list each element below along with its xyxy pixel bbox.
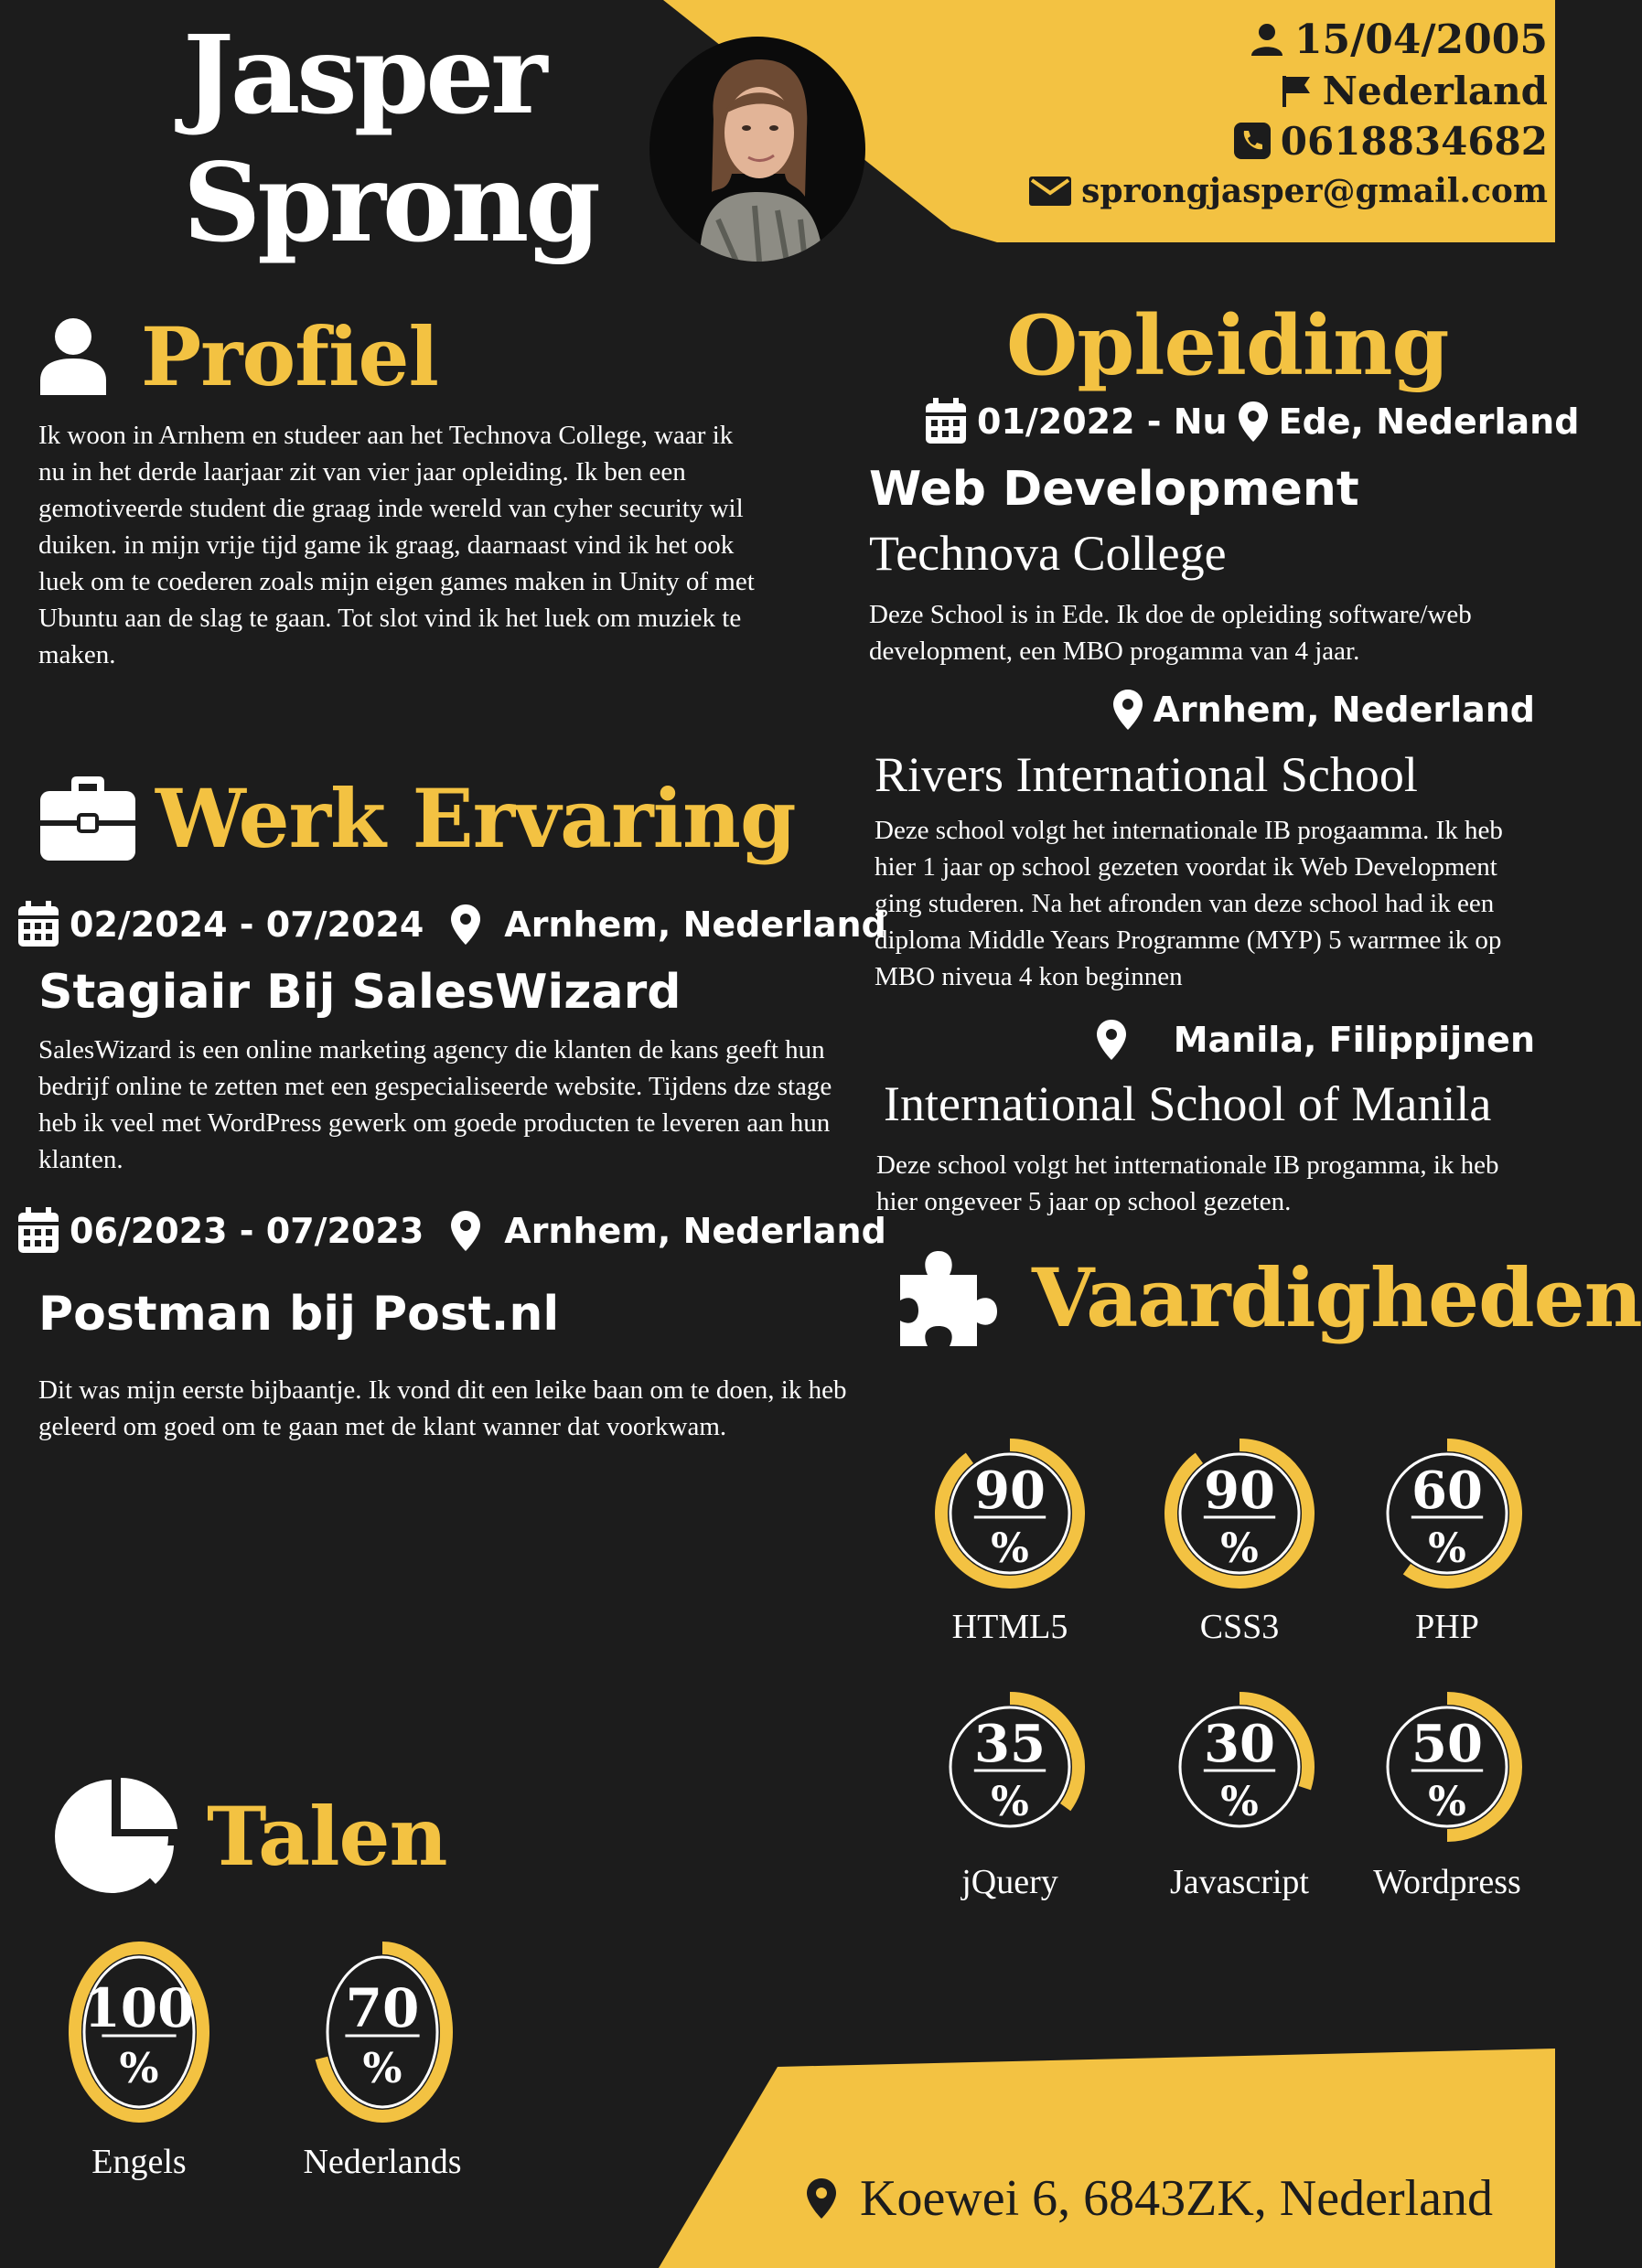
skill-label-3: PHP <box>1415 1608 1479 1646</box>
location-icon <box>449 1209 482 1253</box>
phone-icon <box>1233 122 1272 160</box>
skill-ring-5 <box>1160 1687 1319 1846</box>
skill-ring-value: 60 <box>1411 1460 1483 1521</box>
job-2-role: Postman bij Post.nl <box>38 1287 560 1342</box>
job-1-location: Arnhem, Nederland <box>504 904 886 945</box>
education-title: Opleiding <box>1006 297 1449 394</box>
birthdate-text: 15/04/2005 <box>1293 16 1548 63</box>
skill-label-1: HTML5 <box>951 1608 1068 1646</box>
job-2-meta <box>16 1207 886 1255</box>
language-ring-percent: % <box>119 2044 159 2093</box>
edu-1-description: Deze School is in Ede. Ik doe de opleiding software/web development, een MBO progamma van 4 jaar. <box>869 600 1472 666</box>
skill-ring-value: 50 <box>1411 1714 1483 1774</box>
languages-title: Talen <box>207 1789 447 1884</box>
calendar-icon <box>16 1207 60 1255</box>
location-icon <box>1095 1018 1128 1062</box>
skill-ring-percent: % <box>991 1779 1029 1826</box>
name-block <box>183 11 597 267</box>
nationality-row <box>1028 66 1548 115</box>
calendar-icon <box>924 398 968 445</box>
location-icon <box>1111 688 1144 732</box>
languages-heading-row <box>55 1776 446 1897</box>
location-icon <box>449 903 482 947</box>
skill-ring-2 <box>1160 1434 1319 1593</box>
skill-ring-3 <box>1368 1434 1527 1593</box>
skill-ring-percent: % <box>991 1525 1029 1573</box>
birthdate-row <box>1028 13 1548 66</box>
skill-ring-value: 90 <box>1204 1460 1275 1521</box>
edu-3-school: International School of Manila <box>884 1076 1492 1131</box>
edu-1-meta <box>924 398 1579 445</box>
skill-ring-percent: % <box>1428 1779 1466 1826</box>
skill-ring-1 <box>930 1434 1089 1593</box>
skills-heading-row <box>895 1246 1642 1350</box>
language-ring-value: 70 <box>345 1977 420 2039</box>
calendar-icon <box>16 901 60 948</box>
phone-row <box>1028 115 1548 166</box>
skill-ring-value: 90 <box>974 1460 1046 1521</box>
user-icon <box>38 316 108 397</box>
job-1-meta <box>16 901 886 948</box>
job-2-dates: 06/2023 - 07/2023 <box>70 1211 424 1251</box>
edu-3-description: Deze school volgt het intternationale IB progamma, ik heb hier ongeveer 5 jaar op school gezeten. <box>876 1150 1499 1216</box>
briefcase-icon <box>38 775 137 862</box>
phone-text[interactable]: 0618834682 <box>1280 118 1548 164</box>
skill-label-5: Javascript <box>1170 1863 1309 1901</box>
work-title: Werk Ervaring <box>156 771 796 866</box>
location-icon <box>805 2177 838 2220</box>
edu-1-location: Ede, Nederland <box>1278 401 1580 442</box>
language-ring-2 <box>307 1937 457 2127</box>
skill-label-4: jQuery <box>961 1863 1058 1901</box>
job-2-location: Arnhem, Nederland <box>504 1211 886 1251</box>
first-name: Jasper <box>183 11 544 138</box>
pie-chart-icon <box>55 1776 185 1897</box>
profile-text: Ik woon in Arnhem en studeer aan het Technova College, waar ik nu in het derde laarjaar zit van vier jaar opleiding. Ik ben een gemotiveerde student die graag inde wereld van cyher security wil duiken. in mijn vrije tijd game ik graag, daarnaast vind ik het ook luek om te coederen zoals mijn eigen games maken in Unity of met Ubuntu aan de slag te gaan. Tot slot vind ik het luek om muziek te maken. <box>38 421 755 669</box>
avatar <box>649 37 865 262</box>
address-row <box>805 2169 1493 2228</box>
email-row <box>1028 166 1548 216</box>
last-name: Sprong <box>183 139 597 266</box>
work-heading-row <box>38 773 796 864</box>
location-icon <box>1237 400 1270 444</box>
profile-heading-row <box>38 311 438 402</box>
language-label-2: Nederlands <box>303 2143 462 2181</box>
address-text: Koewei 6, 6843ZK, Nederland <box>860 2170 1494 2227</box>
job-1-dates: 02/2024 - 07/2024 <box>70 904 424 945</box>
job-1-role: Stagiair Bij SalesWizard <box>38 965 681 1020</box>
skill-ring-value: 30 <box>1204 1714 1275 1774</box>
edu-2-location: Arnhem, Nederland <box>1153 690 1535 730</box>
edu-3-location: Manila, Filippijnen <box>1173 1020 1535 1060</box>
skill-ring-percent: % <box>1220 1779 1259 1826</box>
skill-ring-percent: % <box>1220 1525 1259 1573</box>
edu-2-school: Rivers International School <box>875 747 1418 802</box>
footer-banner <box>0 2049 1555 2268</box>
envelope-icon <box>1028 175 1072 208</box>
language-ring-percent: % <box>362 2044 402 2093</box>
language-ring-1 <box>64 1937 214 2127</box>
edu-2-meta <box>1111 688 1536 732</box>
nationality-text: Nederland <box>1322 68 1548 113</box>
edu-1-program: Web Development <box>869 462 1359 517</box>
edu-1-school: Technova College <box>869 526 1227 581</box>
skills-title: Vaardigheden <box>1032 1250 1642 1345</box>
edu-1-dates: 01/2022 - Nu <box>977 401 1228 442</box>
edu-2-description: Deze school volgt het internationale IB progaamma. Ik heb hier 1 jaar op school gezeten voordat ik Web Development ging studeren. Na het afronden van deze school had ik een diploma Middle Years Programme (MYP) 5 warrmee ik op MBO niveua 4 kon beginnen <box>875 816 1503 991</box>
skill-ring-percent: % <box>1428 1525 1466 1573</box>
skill-label-6: Wordpress <box>1373 1863 1521 1901</box>
job-2-description: Dit was mijn eerste bijbaantje. Ik vond dit een leike baan om te doen, ik heb geleerd om goed om te gaan met de klant wanner dat voorkwam. <box>38 1375 847 1441</box>
puzzle-icon <box>895 1246 999 1350</box>
language-ring-value: 100 <box>83 1977 195 2039</box>
skill-ring-6 <box>1368 1687 1527 1846</box>
skill-ring-value: 35 <box>974 1714 1046 1774</box>
skill-label-2: CSS3 <box>1199 1608 1280 1646</box>
contact-info <box>1028 13 1548 216</box>
email-text[interactable]: sprongjasper@gmail.com <box>1081 172 1548 210</box>
profile-title: Profiel <box>141 309 438 404</box>
person-icon <box>1249 21 1285 58</box>
flag-icon <box>1281 74 1314 107</box>
edu-3-meta <box>1095 1018 1535 1062</box>
language-label-1: Engels <box>91 2143 187 2181</box>
job-1-description: SalesWizard is een online marketing agency die klanten de kans geeft hun bedrijf online te zetten met een gespecialiseerde website. Tijdens dze stage heb ik veel met WordPress gewerk om goede producten te leveren aan hun klanten. <box>38 1035 832 1174</box>
skill-ring-4 <box>930 1687 1089 1846</box>
